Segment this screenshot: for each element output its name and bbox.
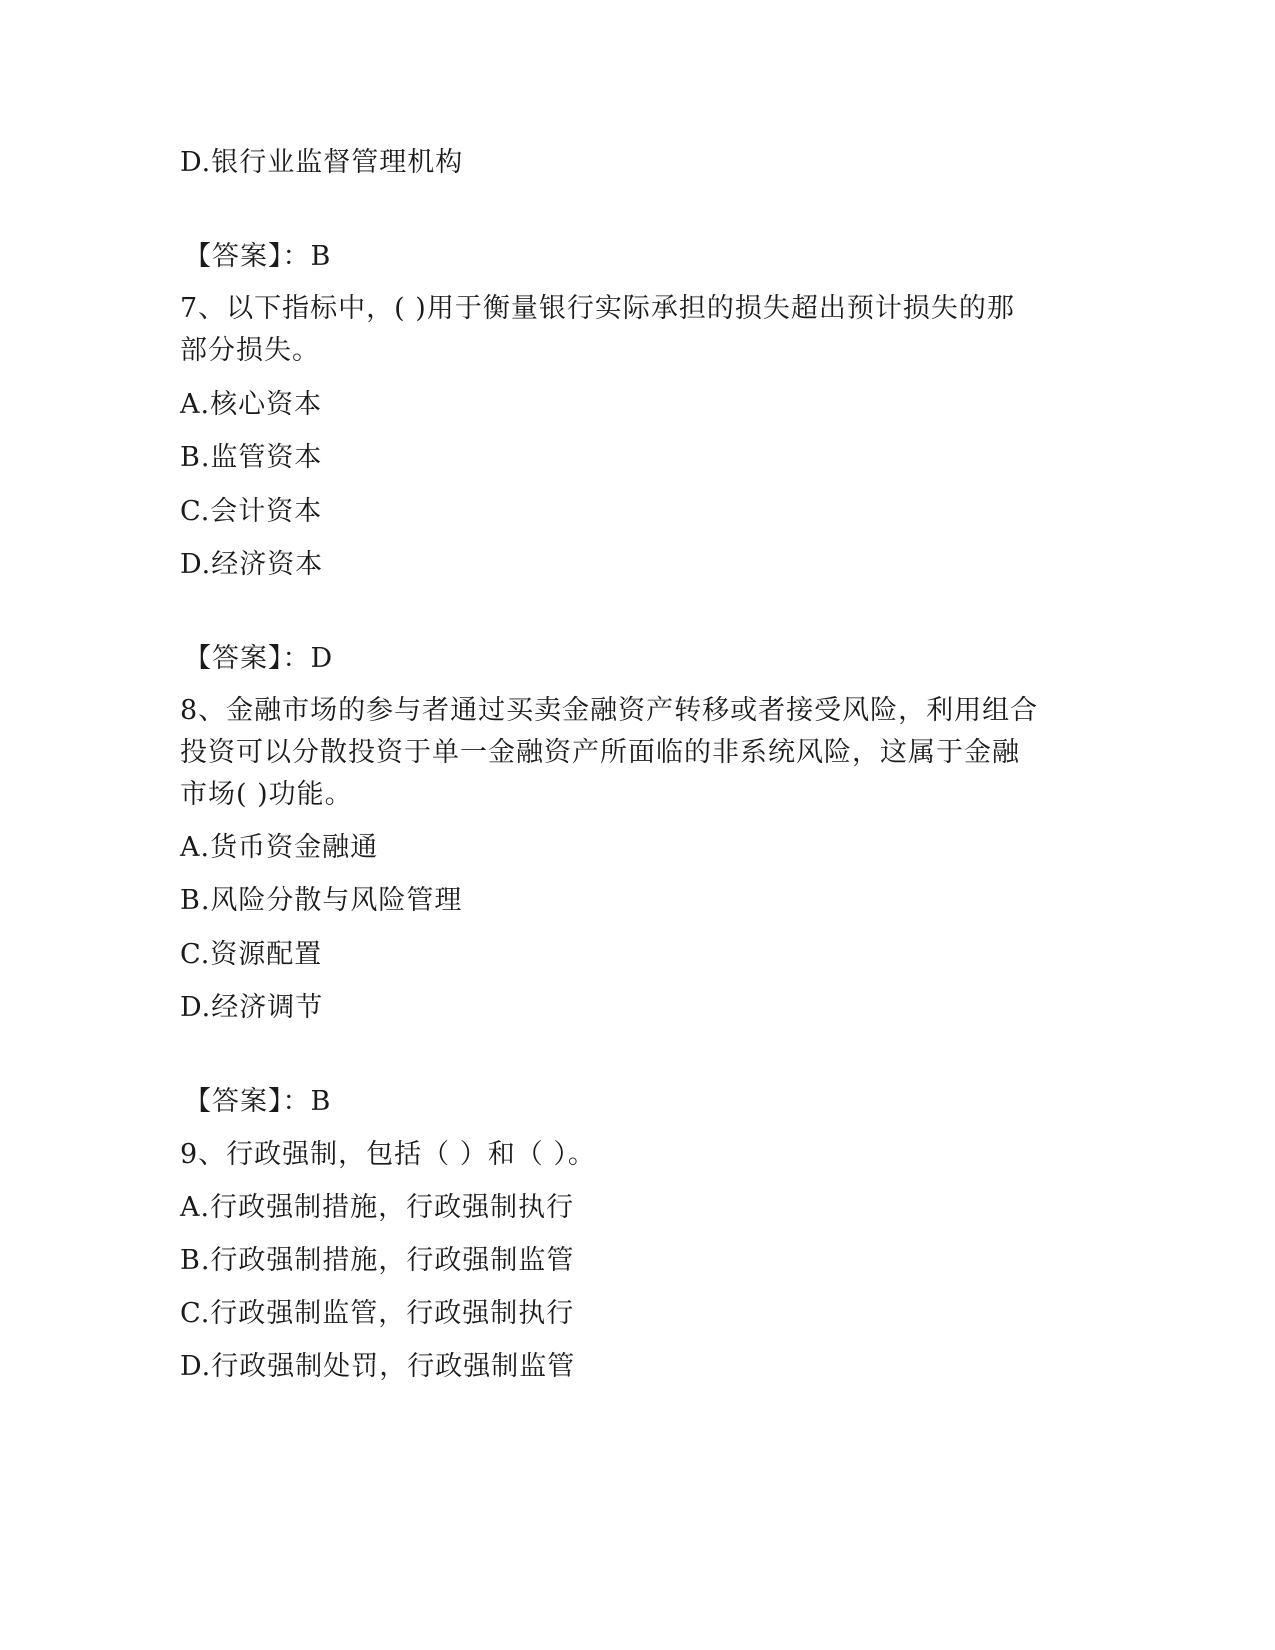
q8-stem-line-3: 市场( )功能。 xyxy=(180,779,353,810)
q7-option-b: B.监管资本 xyxy=(180,442,323,473)
q9-option-a: A.行政强制措施，行政强制执行 xyxy=(180,1192,575,1223)
q7-stem-line-1: 7、以下指标中，( )用于衡量银行实际承担的损失超出预计损失的那 xyxy=(180,293,1015,324)
q7-option-d: D.经济资本 xyxy=(180,549,324,580)
q8-option-b: B.风险分散与风险管理 xyxy=(180,885,463,916)
q8-stem-line-1: 8、金融市场的参与者通过买卖金融资产转移或者接受风险，利用组合 xyxy=(180,695,1039,726)
q8-option-c: C.资源配置 xyxy=(180,939,323,970)
q9-option-c: C.行政强制监管，行政强制执行 xyxy=(180,1298,575,1329)
q7-option-a: A.核心资本 xyxy=(180,389,323,420)
q8-answer: 【答案】：B xyxy=(184,1086,332,1117)
q7-stem-line-2: 部分损失。 xyxy=(180,335,320,366)
q6-answer: 【答案】：B xyxy=(184,241,332,272)
q9-stem-line-1: 9、行政强制，包括（ ）和（ ）。 xyxy=(180,1139,596,1170)
q6-option-d: D.银行业监督管理机构 xyxy=(180,147,464,178)
q7-answer: 【答案】：D xyxy=(184,643,334,674)
q7-option-c: C.会计资本 xyxy=(180,496,323,527)
q8-option-d: D.经济调节 xyxy=(180,992,324,1023)
q9-option-d: D.行政强制处罚，行政强制监管 xyxy=(180,1351,576,1382)
q8-option-a: A.货币资金融通 xyxy=(180,832,379,863)
q8-stem-line-2: 投资可以分散投资于单一金融资产所面临的非系统风险，这属于金融 xyxy=(180,737,1020,768)
q9-option-b: B.行政强制措施，行政强制监管 xyxy=(180,1245,575,1276)
